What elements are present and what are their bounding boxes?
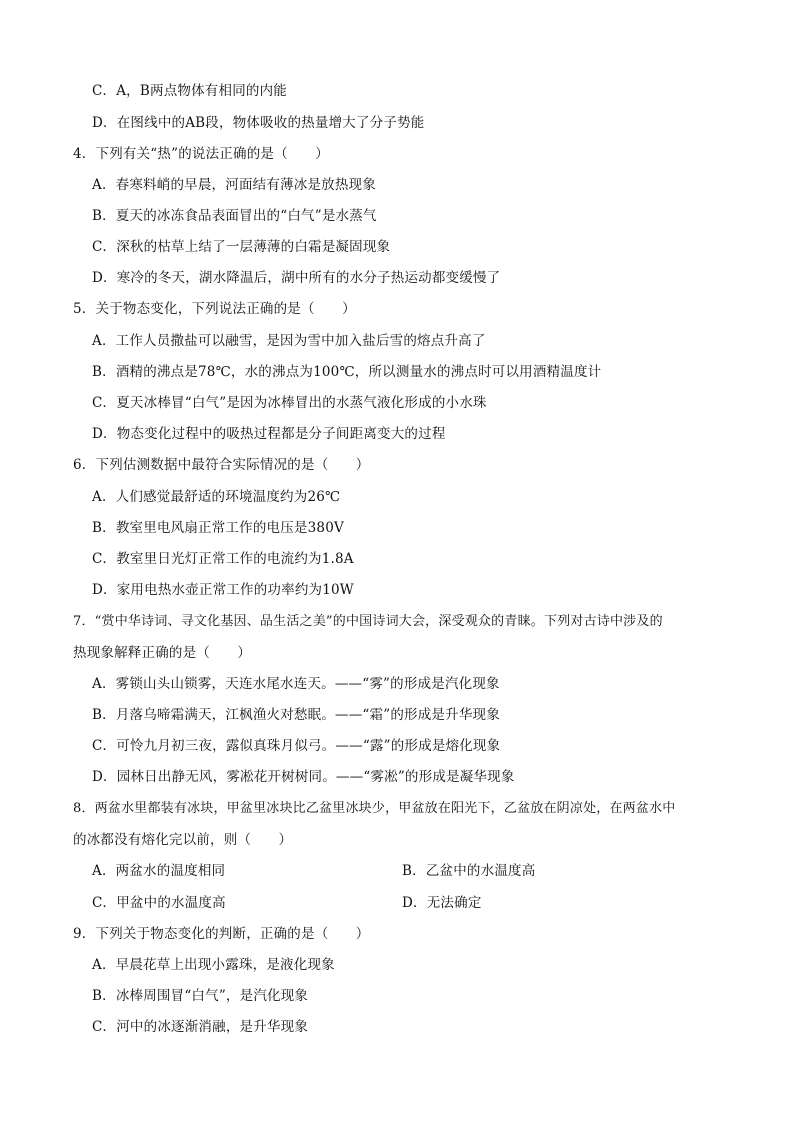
q9-option-b: B．冰棒周围冒“白气”，是汽化现象 [92,988,309,1004]
q8-option-c: C．甲盆中的水温度高 [92,895,226,911]
q5-option-d: D．物态变化过程中的吸热过程都是分子间距离变大的过程 [92,426,446,442]
q6-stem: 6．下列估测数据中最符合实际情况的是（ ） [73,457,370,473]
q5-option-b: B．酒精的沸点是78℃，水的沸点为100℃，所以测量水的沸点时可以用酒精温度计 [92,364,602,380]
q8-stem-line2: 的冰都没有熔化完以前，则（ ） [73,832,293,848]
q4-option-a: A．春寒料峭的早晨，河面结有薄冰是放热现象 [92,177,376,193]
q7-option-a: A．雾锁山头山锁雾，天连水尾水连天。——“雾”的形成是汽化现象 [92,676,500,692]
q8-option-b: B．乙盆中的水温度高 [402,863,536,879]
q6-option-d: D．家用电热水壶正常工作的功率约为10W [92,582,354,598]
q7-option-d: D．园林日出静无风，雾凇花开树树同。——“雾凇”的形成是凝华现象 [92,769,515,785]
q3-option-c: C．A，B两点物体有相同的内能 [92,83,287,99]
q3-option-d: D．在图线中的AB段，物体吸收的热量增大了分子势能 [92,115,425,131]
q5-stem: 5．关于物态变化，下列说法正确的是（ ） [73,301,356,317]
q9-option-c: C．河中的冰逐渐消融，是升华现象 [92,1019,309,1035]
q4-stem: 4．下列有关“热”的说法正确的是（ ） [73,146,329,162]
q4-option-b: B．夏天的冰冻食品表面冒出的“白气”是水蒸气 [92,208,377,224]
q7-option-c: C．可怜九月初三夜，露似真珠月似弓。——“露”的形成是熔化现象 [92,738,501,754]
q9-stem: 9．下列关于物态变化的判断，正确的是（ ） [73,926,370,942]
q6-option-a: A．人们感觉最舒适的环境温度约为26℃ [92,489,341,505]
q7-stem-line1: 7．“赏中华诗词、寻文化基因、品生活之美”的中国诗词大会，深受观众的青睐。下列对古诗中涉及的 [73,614,663,629]
q5-option-c: C．夏天冰棒冒“白气”是因为冰棒冒出的水蒸气液化形成的小水珠 [92,395,487,411]
q7-stem-line2: 热现象解释正确的是（ ） [73,645,252,661]
q4-option-c: C．深秋的枯草上结了一层薄薄的白霜是凝固现象 [92,239,391,255]
q6-option-b: B．教室里电风扇正常工作的电压是380V [92,520,344,536]
q8-option-a: A．两盆水的温度相同 [92,863,226,879]
q4-option-d: D．寒冷的冬天，湖水降温后，湖中所有的水分子热运动都变缓慢了 [92,270,501,286]
q8-option-d: D．无法确定 [402,895,482,911]
q8-stem-line1: 8．两盆水里都装有冰块，甲盆里冰块比乙盆里冰块少，甲盆放在阳光下，乙盆放在阴凉处，在两盆水中 [73,801,676,816]
q7-option-b: B．月落乌啼霜满天，江枫渔火对愁眠。——“霜”的形成是升华现象 [92,707,500,723]
q9-option-a: A．早晨花草上出现小露珠，是液化现象 [92,957,335,973]
q6-option-c: C．教室里日光灯正常工作的电流约为1.8A [92,551,354,567]
q5-option-a: A．工作人员撒盐可以融雪，是因为雪中加入盐后雪的熔点升高了 [92,333,486,349]
